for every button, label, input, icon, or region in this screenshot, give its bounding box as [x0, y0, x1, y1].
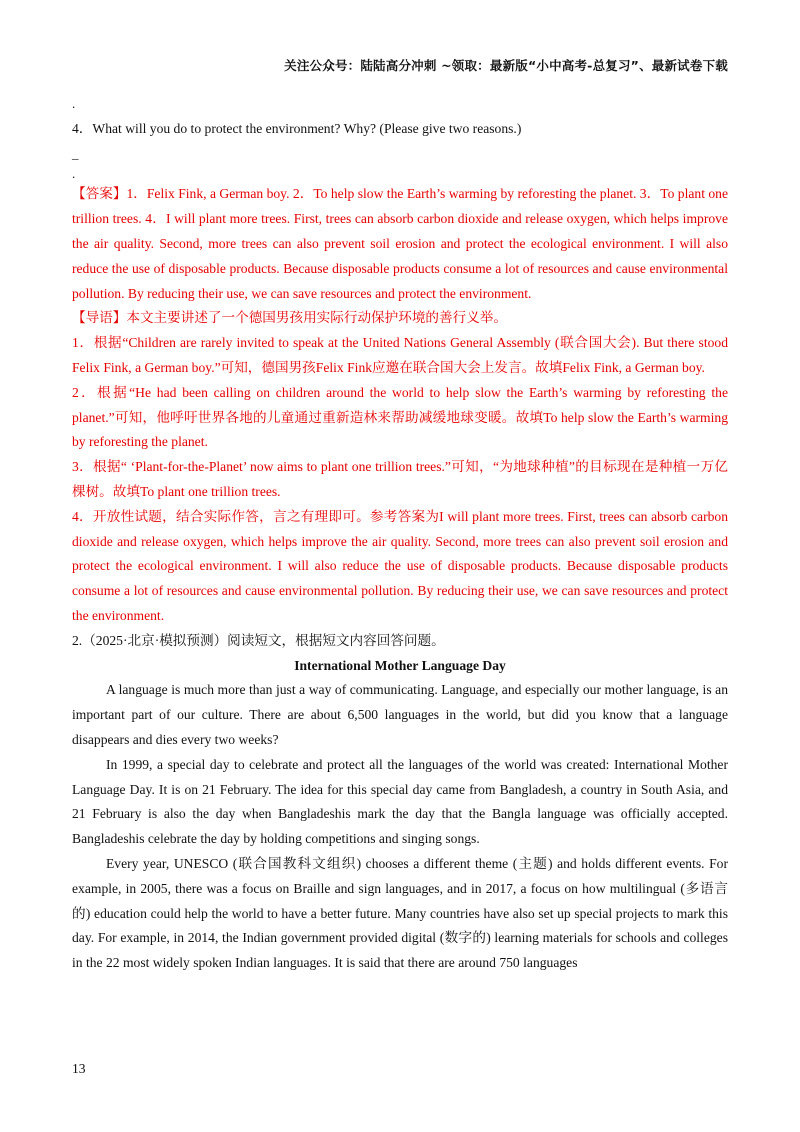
explanation-4: 4．开放性试题，结合实际作答，言之有理即可。参考答案为I will plant more trees. First, trees can absorb carbon dioxide and release oxygen, which helps improve the air quality. Second, more trees can also prevent soil erosion and protect the ecological environment. I will also reduce the use of disposable products. Because disposable products consume a lot of resources and cause environmental pollution. By reducing their use, we can save resources and protect the environment. — [72, 508, 728, 623]
passage-paragraph: A language is much more than just a way of communicating. Language, and especially our mother language, is an important part of our culture. There are about 6,500 languages in the world, but did you know that a language disappears and dies every two weeks? — [72, 682, 728, 747]
explanation-2: 2．根据“He had been calling on children around the world to help slow the Earth’s warming by reforesting the planet.”可知，他呼吁世界各地的儿童通过重新造林来帮助减缓地球变暖。故填To help slow the Earth’s warming by reforesting the planet. — [72, 384, 728, 450]
blank-mark: . — [72, 96, 76, 111]
page-content — [72, 92, 728, 976]
passage-paragraph: Every year, UNESCO (联合国教科文组织) chooses a different theme (主题) and holds different events. For example, in 2005, there was a focus on Braille and sign languages, and in 2017, a focus on how multilingual (多语言的) education could help the world to have a better future. Many countries have also set up special projects to mark this day. For example, in 2014, the Indian government provided digital (数字的) learning materials for schools and colleges in the 22 most widely spoken Indian languages. It is said that there are around 750 languages — [72, 855, 728, 971]
page-number: 13 — [72, 1061, 86, 1076]
passage-title: International Mother Language Day — [294, 657, 506, 673]
answer-text: 1．Felix Fink, a German boy. 2．To help slow the Earth’s warming by reforesting the planet. 3．To plant one trillion trees. 4．I will plant more trees. First, trees can absorb carbon dioxide and release oxygen, which helps improve the air quality. Second, more trees can also prevent soil erosion and protect the ecological environment. I will also reduce the use of disposable products. Because disposable products consume a lot of resources and cause environmental pollution. By reducing their use, we can save resources and protect the environment. — [72, 186, 729, 301]
guide-label: 【导语】 — [72, 310, 127, 326]
blank-line: _ — [72, 145, 79, 161]
answer-label: 【答案】 — [72, 186, 127, 202]
guide-block — [72, 306, 728, 331]
passage-paragraph: In 1999, a special day to celebrate and protect all the languages of the world was created: International Mother Language Day. It is on 21 February. The idea for this special day came from Bangladesh, a country in South Asia, and 21 February is also the day when Bangladeshis mark the day that the Bangla language was officially accepted. Bangladeshis celebrate the day by holding competitions and singing songs. — [72, 756, 728, 847]
explanation-1: 1．根据“Children are rarely invited to speak at the United Nations General Assembly (联合国大会). But there stood Felix Fink, a German boy.”可知，德国男孩Felix Fink应邀在联合国大会上发言。故填Felix Fink, a German boy. — [72, 335, 728, 375]
question-4: 4．What will you do to protect the environment? Why? (Please give two reasons.) — [72, 120, 522, 136]
answer-block — [72, 182, 728, 306]
explanation-3: 3．根据“ ‘Plant-for-the-Planet’ now aims to plant one trillion trees.”可知，“为地球种植”的目标现在是种植一万亿棵树。故填To plant one trillion trees. — [72, 459, 728, 499]
blank-mark: . — [72, 166, 76, 182]
question-2-intro: 2.（2025·北京·模拟预测）阅读短文，根据短文内容回答问题。 — [72, 632, 445, 648]
page-header: 关注公众号：陆陆高分冲刺 ~领取：最新版“小中高考-总复习”、最新试卷下载 — [284, 58, 728, 73]
guide-text: 本文主要讲述了一个德国男孩用实际行动保护环境的善行义举。 — [126, 310, 507, 326]
